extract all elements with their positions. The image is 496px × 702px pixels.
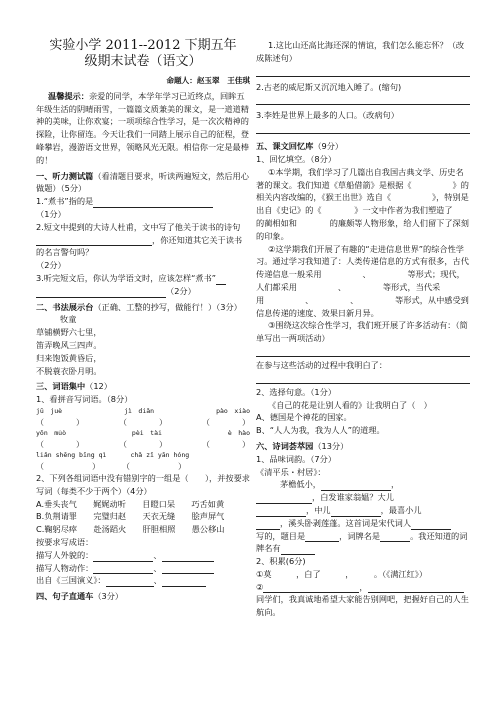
s1-q1-score: （1分） [36,208,66,219]
pinyin: pào xiào [216,406,250,415]
s6-l6: 写的，题目是 [256,530,306,541]
s1-q3-score: （2分） [166,285,196,296]
byline: 命题人：赵玉翠 王佳琪 [166,76,250,85]
pinyin: è hào [227,428,250,437]
pinyin: liǎn shēng bīng qì [36,450,107,459]
answer-blank[interactable] [411,520,451,530]
s1-q2-score: （2分） [36,260,66,271]
section-6-title: 六、诗词荟萃园 [256,440,314,451]
s6-l3: ，中儿 [306,504,331,515]
s3-req: 按要求写成语： [36,536,94,547]
section-3-score: （12） [85,381,112,392]
s3-w1: 描写人外貌的： 、 [36,549,250,562]
s6-l1: 茅檐低小， [280,479,321,490]
warm-tip [36,90,250,167]
s5-p4: 在参与这些活动的过程中我明白了： [256,359,388,370]
paren-row-2 [36,439,250,450]
answer-blank[interactable] [256,507,306,517]
s5-q2a: 《自己的花是让别人看的》让我明白了（ ） [268,399,432,410]
section-1-heading [36,170,250,196]
pinyin: jì diǎn [124,406,155,415]
answer-blank[interactable] [162,564,214,574]
answer-blank[interactable] [331,507,381,517]
section-5-score: （9分） [313,141,344,152]
poem-line: 归来饱饭黄昏后， [36,352,102,363]
pinyin-row-1 [36,406,250,417]
s5-q2: 2、选择句意。（1分） [256,386,337,397]
option-a: A.垂头丧气 娓娓动听 目瞪口呆 巧舌如黄 [36,498,225,509]
poem-line: 不脱蓑衣卧月明。 [36,365,102,376]
s1-q3-line [36,285,250,298]
s6-l7: ，词牌名是 [339,530,381,541]
warm-tip-label: 温馨提示： [48,90,89,101]
s4-q1: 1.这比山还高比海还深的情谊，我们怎么能忘怀？（改成陈述句） [256,40,465,63]
poem-line: 草铺横野六七里， [36,327,102,338]
s3-w1-label: 描写人外貌的： [36,549,94,560]
s1-q1 [36,195,250,208]
paren-row-3 [36,461,250,472]
answer-box[interactable]: （ ） [36,417,84,427]
s5-p2: ②这学期我们开展了有趣的“走进信息世界”的综合性学习。通过学习我知道了：人类传递信息的方式有很多，古代传递信息一般采用 、 等形式；现代，人们都采用 、 等形式，当代采用 、 、 等形式，从中感受到信息传递的速度、效果日新月异。 [256,243,469,318]
section-2-note: （正确、工整的抄写，做能行！）（3分） [93,301,242,312]
s6-l5: ，溪头卧剥莲蓬。这首词是宋代词人 [280,517,412,528]
s6-line-5 [256,530,470,556]
answer-box[interactable]: （ ） [202,439,250,449]
answer-blank[interactable] [36,236,152,246]
s6-q2: 2、积累(6分) [256,556,306,567]
answer-blank[interactable] [162,577,206,587]
answer-box[interactable]: （ ） [119,439,167,449]
title-line-1: 实验小学 2011--2012 下期五年 [49,38,237,53]
s6-p3: 同学们，我真诚地希望大家能告别网吧，把握好自己的人生航向。 [256,594,469,618]
s3-q1: 1、看拼音写词语。（8分） [36,394,133,405]
answer-line[interactable] [256,372,470,384]
s1-q2-text: 2.短文中提到的大诗人杜甫，文中写了他关于读书的诗句 [36,221,241,232]
section-2-title: 二、书法展示台 [36,301,94,312]
answer-blank[interactable] [256,520,280,530]
answer-line[interactable] [256,65,470,77]
pinyin: chǎ zǐ yān hóng [130,450,190,459]
answer-blank[interactable] [162,552,214,562]
s5-option-b: B、“人人为我，我为人人”的道理。 [256,425,385,436]
pinyin: jū juè [36,406,63,415]
s3-w3-label: 出自《三国演义》： [36,575,106,586]
section-4-heading [36,590,250,603]
s6-poem-title: 《清平乐・村居》： [256,466,326,477]
s1-q2b [36,234,250,260]
exam-title [36,38,250,70]
s6-l8: 。我还知道的词牌名有 [256,530,468,554]
answer-blank[interactable] [93,198,213,208]
answer-blank[interactable] [36,288,166,298]
s6-p1: ①莫 ，白了 ， 。（《满江红》） [256,568,428,579]
answer-box[interactable]: （ ） [119,417,167,427]
answer-blank[interactable] [216,275,226,285]
s6-line-1: 茅檐低小， ， [280,479,400,490]
answer-blank[interactable] [305,532,339,542]
s6-p2-text: ② [256,581,264,592]
s1-q3-text: 3.听完短文后，你认为学语文时，应该怎样“煮书” [36,272,217,283]
answer-blank[interactable] [256,494,312,504]
answer-blank[interactable] [106,577,154,587]
s6-line-2 [256,491,470,504]
s6-l4: ，最喜小儿 [380,504,422,515]
poem-title: 牧童 [60,314,77,325]
s6-l2: ，白发谁家翁媪？大儿 [312,492,394,503]
s1-q2b-text: ，你还知道其它关于读书的名言警句吗？ [36,234,243,258]
warm-tip-text: 亲爱的同学，本学年学习已近终点，回眸五年级生活的阴晴雨雪，一篇篇文质兼美的课文，是一道道精神的美味，让你欢宴；一项项综合性学习，是一次次精神的探险，让你留连。今天让我们一同踏上展示自己的征程，登峰攀岩，漫游语文世界，领略风光无限。相信你一定是最棒的！ [36,90,249,165]
option-c: C.鞠躬尽瘁 赴汤蹈火 肝胆相照 愚公移山 [36,524,225,535]
answer-blank[interactable] [281,545,315,555]
answer-line[interactable] [256,93,470,105]
title-line-2: 级期末试卷（语文） [84,54,202,69]
answer-box[interactable]: （ ） [202,417,250,427]
section-3-heading [36,380,250,393]
answer-blank[interactable] [321,481,391,491]
answer-blank[interactable] [368,583,464,593]
pinyin-row-3 [36,450,250,461]
answer-box[interactable]: （ ） [122,461,186,471]
s3-w3: 出自《三国演义》： 、 [36,574,250,587]
s6-p2: ② ， [256,581,470,594]
s1-q1-text: 1.“煮书”指的是 [36,196,94,207]
answer-line[interactable] [256,345,470,357]
s5-q1: 1、回忆填空。（8分） [256,153,337,164]
section-1-title: 一、听力测试篇 [36,170,94,181]
section-4-title: 四、句子直通车 [36,591,94,602]
section-3-title: 三、词语集中 [36,381,86,392]
pinyin-row-2 [36,428,250,439]
s3-w2: 描写人物动作： 、 [36,562,250,575]
answer-blank[interactable] [263,583,359,593]
s6-q1: 1、品味词韵。（7分） [256,453,337,464]
section-5-title: 五、课文回忆库 [256,141,314,152]
section-1-note: （看清题目要求，听读两遍短文，然后用心做题）（5分） [36,170,249,194]
pinyin: pèi tài [131,428,162,437]
s6-line-4 [256,517,470,530]
option-b: B.负荆请罪 完璧归赵 天衣无缝 脍声屏气 [36,511,225,522]
s1-q2 [36,221,250,234]
s1-q3 [36,272,250,285]
s6-line-3 [256,504,470,517]
pinyin: yōn mu̇ò [36,428,66,437]
answer-box[interactable]: （ ） [36,439,84,449]
answer-blank[interactable] [380,532,410,542]
s5-p1: ①本学期，我们学习了几篇出自我国古典文学、历史名著的课文。我们知道《草船借箭》是根据《 》的相关内容改编的，《猴王出世》选自《 》，特别是出自《史记》的《 》一文中作者为我们塑造了 的蔺相如和 的廉颇等人物形象，给人们留下了深刻的印象。 [256,166,469,241]
section-6-score: （13分） [313,440,349,451]
s5-p3: ③围绕这次综合性学习，我们班开展了许多活动有：（简单写出一两项活动） [256,320,468,344]
left-column [36,0,250,603]
paren-row-1 [36,417,250,428]
answer-blank[interactable] [93,564,153,574]
section-2-heading [36,301,250,314]
answer-blank[interactable] [93,552,153,562]
s5-option-a: A、德国是个神花的国家。 [256,412,352,423]
poem-line: 笛弄晚风三四声。 [36,339,102,350]
section-5-heading [256,140,470,153]
s3-w2-label: 描写人物动作： [36,562,94,573]
section-6-heading [256,440,470,453]
answer-box[interactable]: （ ） [36,461,100,471]
right-column [256,39,470,619]
poem-muting [36,313,250,377]
s3-q2: 2、下列各组词语中没有错别字的一组是（ ），并按要求写词（每类不少于两个）（4分） [36,472,250,496]
answer-line[interactable] [256,122,470,134]
s4-q2: 2.古老的威尼斯又沉沉地入睡了。(缩句) [256,81,402,92]
s4-q3: 3.李姓是世界上最多的人口。（改病句） [256,110,399,121]
section-4-score: （3分） [93,591,124,602]
